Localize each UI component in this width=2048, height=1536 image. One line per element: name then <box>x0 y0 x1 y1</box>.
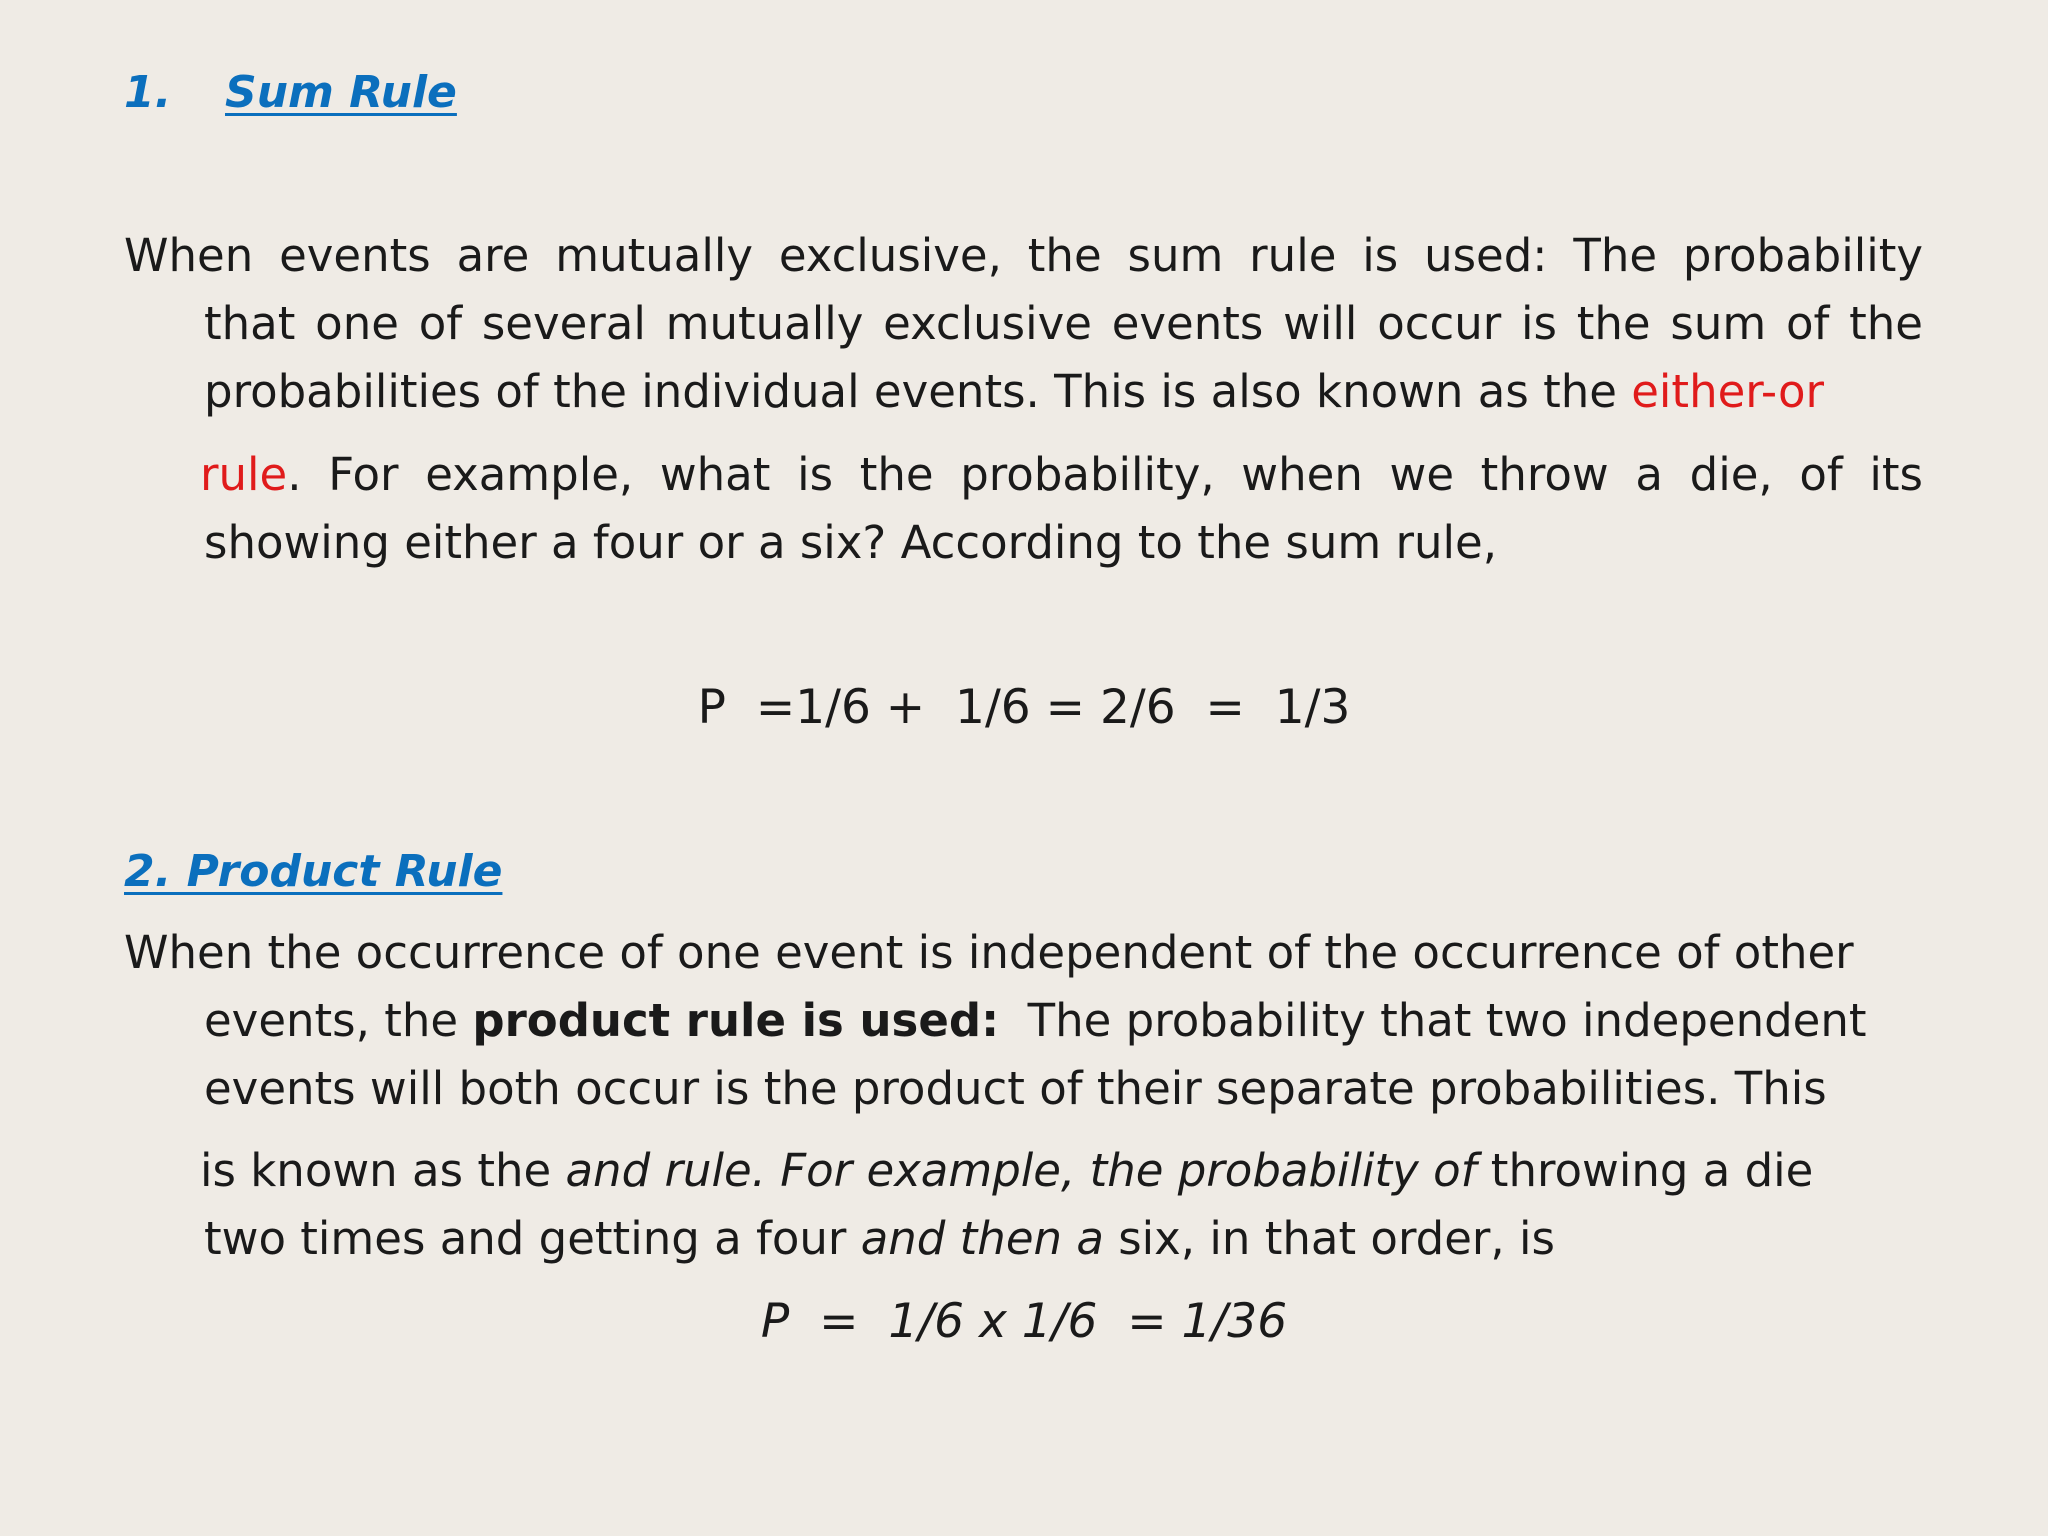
product-rule-formula: P = 1/6 x 1/6 = 1/36 <box>760 1294 1288 1349</box>
product-rule-line-5-a: two times and getting a four <box>204 1212 861 1265</box>
sum-rule-line-4-text: . For example, what is the probability, when we throw a die, of its <box>287 448 1923 501</box>
sum-rule-line-1: When events are mutually exclusive, the sum rule is used: The probability <box>124 229 1923 282</box>
sum-rule-line-4 <box>200 447 1923 503</box>
product-rule-line-4-a: is known as the <box>200 1144 566 1197</box>
sum-rule-line-5: showing either a four or a six? According to the sum rule, <box>204 516 1498 569</box>
sum-rule-line-2: that one of several mutually exclusive events will occur is the sum of the <box>204 297 1923 350</box>
product-rule-title: 2. Product Rule <box>124 846 503 897</box>
product-rule-bold: product rule is used: <box>472 994 1000 1047</box>
rule-highlight: rule <box>200 448 288 501</box>
product-rule-line-3: events will both occur is the product of their separate probabilities. This <box>204 1062 1827 1115</box>
sum-rule-title: Sum Rule <box>225 67 457 118</box>
product-rule-line-2-b: The probability that two independent <box>999 994 1867 1047</box>
product-rule-line-4-b: throwing a die <box>1476 1144 1814 1197</box>
sum-rule-heading <box>124 66 457 120</box>
product-rule-heading <box>124 845 502 899</box>
and-then-italic: and then a <box>860 1212 1104 1265</box>
sum-rule-formula: P =1/6 + 1/6 = 2/6 = 1/3 <box>697 680 1351 735</box>
product-rule-line-5-b: six, in that order, is <box>1103 1212 1555 1265</box>
product-rule-line-2-a: events, the <box>204 994 473 1047</box>
product-rule-line-2 <box>204 993 1867 1049</box>
sum-rule-number: 1. <box>124 67 172 118</box>
sum-rule-line-3 <box>204 364 1824 420</box>
sum-rule-line-3-text: probabilities of the individual events. This is also known as the <box>204 365 1632 418</box>
either-or-highlight: either-or <box>1631 365 1825 418</box>
product-rule-line-1: When the occurrence of one event is independent of the occurrence of other <box>124 926 1854 979</box>
product-rule-line-5 <box>204 1211 1555 1267</box>
and-rule-italic: and rule. For example, the probability of <box>565 1144 1477 1197</box>
product-rule-line-4 <box>200 1143 1813 1199</box>
